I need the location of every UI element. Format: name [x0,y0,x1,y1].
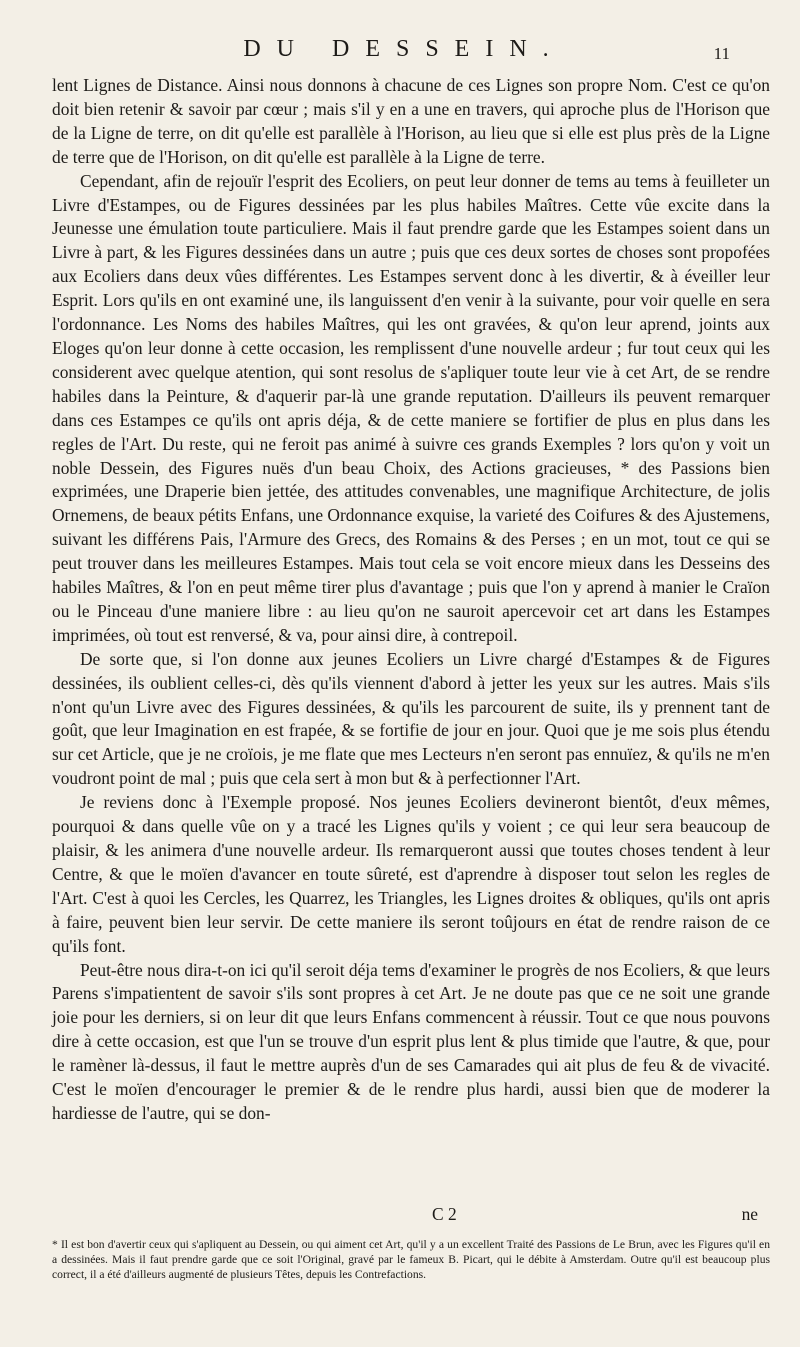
signature-mark: C 2 [432,1204,457,1224]
paragraph: lent Lignes de Distance. Ainsi nous donnons à chacune de ces Lignes son propre Nom. C'est ce qu'on doit bien retenir & savoir par cœur ; mais s'il y en a une en travers, qui aproche plus de l'Horison que de la Ligne de terre, on dit qu'elle est parallèle à l'Horison, au lieu que si elle est plus près de la Ligne de terre que de l'Horison, on dit qu'elle est parallèle à la Ligne de terre. [52,75,770,167]
paragraph: De sorte que, si l'on donne aux jeunes Ecoliers un Livre chargé d'Estampes & de Figures dessinées, ils oublient celles-ci, dès qu'ils viennent d'abord à jetter les yeux sur les autres. Mais s'ils n'ont qu'un Livre avec des Figures dessinées, & qu'ils les parcourent de suite, ils y prennent tant de goût, que leur Imagination en est frapée, & se fortifie de jour en jour. Quoi que je me sois plus étendu sur cet Article, que je ne croïois, je me flate que mes Lecteurs n'en seront pas ennuïez, & qu'ils ne m'en voudront point de mal ; puis que cela sert à mon but & à perfectionner l'Art. [52,648,770,789]
main-text [52,74,770,1126]
signature-line [52,1202,770,1226]
catchword: ne [741,1204,758,1224]
paragraph: Cependant, afin de rejouïr l'esprit des Ecoliers, on peut leur donner de tems au tems à feuilleter un Livre d'Estampes, ou de Figures dessinées par les plus habiles Maîtres. Cette vûe excite dans la Jeunesse une émulation toute particuliere. Mais il faut prendre garde que les Estampes soient dans un Livre à part, & les Figures dessinées dans un autre ; puis que ces deux sortes de choses sont propofées aux Ecoliers dans deux vûes différentes. Les Estampes servent donc à les divertir, & à éveiller leur Esprit. Lors qu'ils en ont examiné une, ils languissent d'en venir à la suivante, pour voir quelle en sera l'ordonnance. Les Noms des habiles Maîtres, qui les ont gravées, & qu'on leur aprend, joints aux Eloges qu'on leur donne à cette occasion, les remplissent d'une nouvelle ardeur ; fur tout ceux qui les considerent avec quelque atention, qui sont resolus de s'apliquer toute leur vie à cet Art, de se rendre habiles dans la Peinture, & d'aquerir par-là une grande reputation. D'ailleurs ils peuvent remarquer dans ces Estampes ce qu'ils ont apris déja, & de cette maniere se fortifier de plus en plus dans les regles de l'Art. Du reste, qui ne feroit pas animé à suivre ces grands Exemples ? lors qu'on y voit un noble Dessein, des Figures nuës d'un beau Choix, des Actions gracieuses, * des Passions bien exprimées, une Draperie bien jettée, des attitudes convenables, une magnifique Architecture, de jolis Ornemens, de beaux pétits Enfans, une Ordonnance exquise, la varieté des Coifures & des Ajustemens, suivant les différens Pais, l'Armure des Grecs, des Romains & des Perses ; en un mot, tout ce qui se peut trouver dans les meilleures Estampes. Mais tout cela se voit encore mieux dans les Desseins des habiles Maîtres, & l'on en peut même tirer plus d'avantage ; puis que l'on y aprend à manier le Craïon ou le Pinceau d'une maniere libre : au lieu qu'on ne sauroit apercevoir cet art dans les Estampes imprimées, où tout est renversé, & va, pour ainsi dire, à contrepoil. [52,170,770,645]
footnote: * Il est bon d'avertir ceux qui s'apliquent au Dessein, ou qui aiment cet Art, qu'il y a un excellent Traité des Passions de Le Brun, avec les Figures qu'il en a dessinées. Mais il faut prendre garde que ce soit l'Original, gravé par le fameux B. Picart, qui le débite à Amsterdam. Outre qu'il est beaucoup plus correct, il a été d'ailleurs augmenté de plusieurs Têtes, depuis les Contrefactions. [52,1238,770,1281]
running-head [78,36,730,76]
paragraph: Je reviens donc à l'Exemple proposé. Nos jeunes Ecoliers devineront bientôt, d'eux mêmes, pourquoi & dans quelle vûe on y a tracé les Lignes qu'ils y voient ; ce qui leur sera beaucoup de plaisir, & les animera d'une nouvelle ardeur. Ils remarqueront aussi que toutes choses tendent à leur Centre, & que le moïen d'avancer en toute sûreté, est d'aprendre à disposer tout selon les regles de l'Art. C'est à quoi les Cercles, les Quarrez, les Triangles, les Lignes droites & obliques, qu'ils ont apris à faire, peuvent bien leur servir. De cette maniere ils seront toûjours en état de rendre raison de ce qu'ils font. [52,792,770,956]
paragraph: Peut-être nous dira-t-on ici qu'il seroit déja tems d'examiner le progrès de nos Ecoliers, & que leurs Parens s'impatientent de savoir s'ils sont propres à cet Art. Je ne doute pas que ce ne soit une grande joie pour les derniers, si on leur dit que leurs Enfans commencent à réussir. Tout ce que nous pouvons dire à cette occasion, est que l'un se trouve d'un esprit plus lent & plus timide que l'autre, & que, pour le ramèner là-dessus, il faut le mettre auprès d'un de ses Camarades qui ait plus de feu & de vivacité. C'est le moïen d'encourager le premier & de le rendre plus hardi, aussi bien que de moderer la hardiesse de l'autre, qui se don- [52,959,770,1123]
running-title: DU DESSEIN. [243,36,565,62]
page-number: 11 [713,44,730,63]
